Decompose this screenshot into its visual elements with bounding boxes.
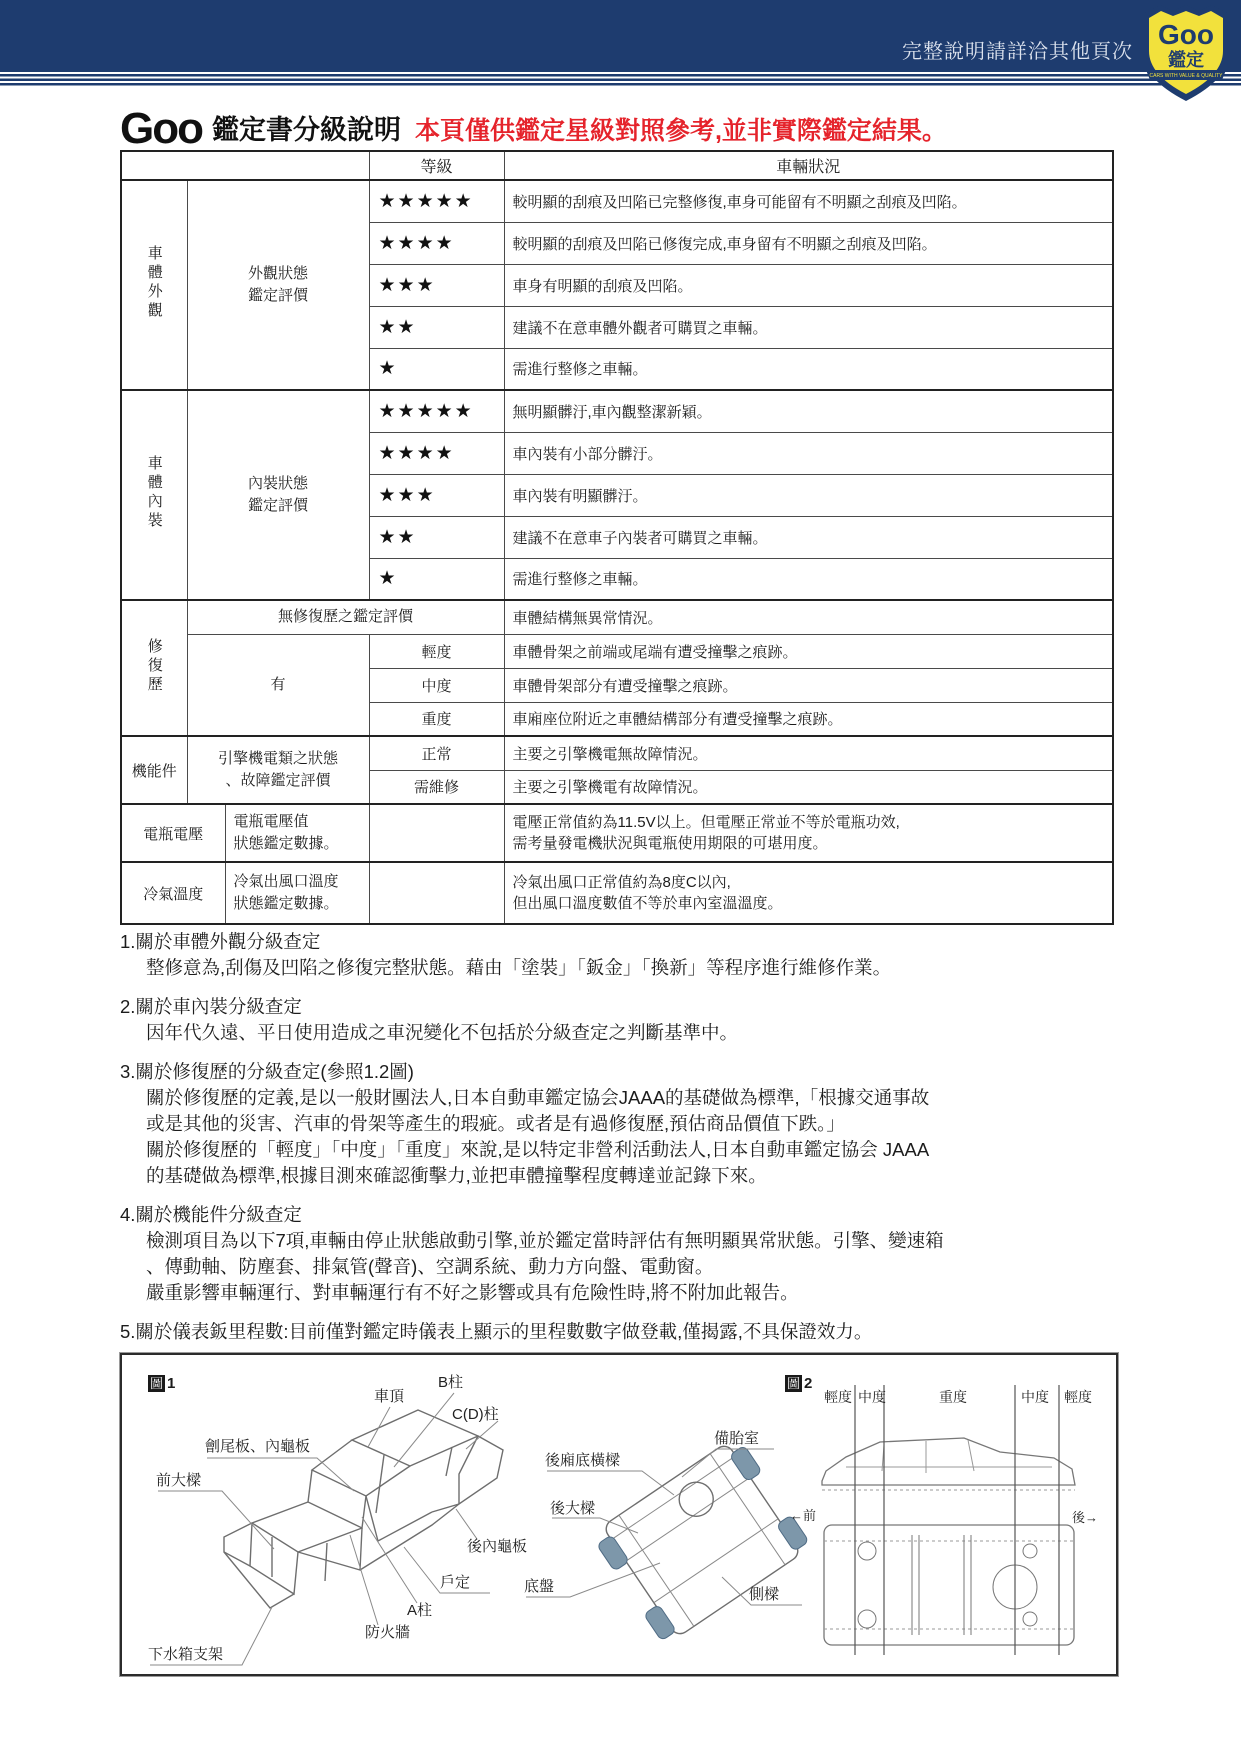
- category-ac: 冷氣出風口溫度 狀態鑑定數據。: [225, 862, 369, 924]
- table-row: [121, 600, 1113, 634]
- part-label-trunk-crossmember: 後廂底橫樑: [545, 1452, 621, 1469]
- zone-label-light2: 輕度: [1064, 1389, 1092, 1405]
- page-title-bar: [120, 104, 1130, 153]
- condition-text: 主要之引擎機電有故障情況。: [504, 770, 1113, 804]
- part-label-sill: 戶定: [440, 1574, 471, 1591]
- note-line: 檢測項目為以下7項,車輛由停止狀態啟動引擎,並於鑑定當時評估有無明顯異常狀態。引擎、變速箱: [146, 1230, 944, 1251]
- note-heading: 4.關於機能件分級查定: [120, 1204, 302, 1225]
- zone-label-light: 輕度: [824, 1389, 852, 1405]
- condition-text: 車內裝有明顯髒汙。: [504, 474, 1113, 516]
- table-row: [121, 862, 1113, 924]
- part-label-rear-apron: 後內龜板: [467, 1538, 528, 1555]
- rear-direction-arrow: 後→: [1072, 1510, 1099, 1525]
- condition-text: 較明顯的刮痕及凹陷已完整修復,車身可能留有不明顯之刮痕及凹陷。: [504, 180, 1113, 222]
- shield-badge-icon: [1138, 2, 1234, 104]
- table-row: [121, 390, 1113, 432]
- note-line: 嚴重影響車輛運行、對車輛運行有不好之影響或具有危險性時,將不附加此報告。: [146, 1282, 799, 1303]
- badge-ribbon-text: CARS WITH VALUE & QUALITY: [1149, 73, 1223, 79]
- condition-text: 車身有明顯的刮痕及凹陷。: [504, 264, 1113, 306]
- condition-text: 無明顯髒汙,車內觀整潔新穎。: [504, 390, 1113, 432]
- page-warning: 本頁僅供鑑定星級對照參考,並非實際鑑定結果。: [414, 117, 947, 145]
- car-underside-drawing: [590, 1435, 813, 1646]
- condition-text: 車體骨架之前端或尾端有遭受撞擊之痕跡。: [504, 634, 1113, 668]
- part-label-side-rail: 側樑: [749, 1586, 780, 1603]
- note-5: [120, 1319, 1130, 1345]
- note-heading: 2.關於車內裝分級查定: [120, 996, 302, 1017]
- zone-label-medium2: 中度: [1021, 1389, 1049, 1405]
- wheel: [597, 1535, 630, 1572]
- zone-label-medium: 中度: [858, 1389, 886, 1405]
- condition-text: 冷氣出風口正常值約為8度C以內, 但出風口溫度數值不等於車內室溫溫度。: [504, 862, 1113, 924]
- condition-text: 車體骨架部分有遭受撞擊之痕跡。: [504, 668, 1113, 702]
- part-label-tail-panel: 劊尾板、內龜板: [205, 1438, 311, 1455]
- badge-product-text: 鑑定: [1168, 50, 1204, 70]
- goo-logo-text: Goo: [120, 104, 202, 153]
- grade-stars: ★★★★★: [369, 390, 504, 432]
- note-line: 關於修復歷的定義,是以一般財團法人,日本自動車鑑定協会JAAA的基礎做為標準,「根據交通事故: [146, 1087, 930, 1108]
- note-3: [120, 1059, 1130, 1189]
- header-condition: 車輛狀況: [504, 151, 1113, 180]
- figure2-caption: 圖 2: [787, 1375, 813, 1392]
- front-direction-arrow: ←前: [790, 1508, 817, 1523]
- grade-label: 中度: [369, 668, 504, 702]
- note-line: 因年代久遠、平日使用造成之車況變化不包括於分級查定之判斷基準中。: [146, 1022, 739, 1043]
- fig1-leader-lines: [150, 1393, 498, 1665]
- part-label-spare-tire-well: 備胎室: [714, 1430, 760, 1447]
- grade-stars: ★★★★: [369, 222, 504, 264]
- condition-text: 車內裝有小部分髒汙。: [504, 432, 1113, 474]
- top-banner: [0, 0, 1241, 72]
- table-row: [121, 180, 1113, 222]
- zone-divider-lines: [855, 1385, 1059, 1655]
- category-exterior: 外觀狀態 鑑定評價: [187, 180, 369, 390]
- zone-label-heavy: 重度: [939, 1389, 967, 1405]
- condition-text: 建議不在意車體外觀者可購買之車輛。: [504, 306, 1113, 348]
- figures-box: [120, 1353, 1118, 1676]
- grade-stars: ★★: [369, 516, 504, 558]
- part-label-a-pillar: A柱: [407, 1602, 433, 1619]
- note-line: 整修意為,刮傷及凹陷之修復完整狀態。藉由「塗裝」「鈑金」「換新」等程序進行維修作業。: [146, 957, 892, 978]
- side-label-function: 機能件: [121, 736, 187, 804]
- repair-none-label: 無修復歷之鑑定評價: [187, 600, 504, 634]
- grade-label: 輕度: [369, 634, 504, 668]
- note-4: [120, 1202, 1130, 1306]
- grade-label: 需維修: [369, 770, 504, 804]
- condition-text: 需進行整修之車輛。: [504, 558, 1113, 600]
- condition-text: 電壓正常值約為11.5V以上。但電壓正常並不等於電瓶功效, 需考量發電機狀況與電瓶使用期限的可堪用度。: [504, 804, 1113, 862]
- note-line: 關於修復歷的「輕度」「中度」「重度」來說,是以特定非營利活動法人,日本自動車鑑定協会 JAAA: [146, 1139, 930, 1160]
- header-blank-cell: [121, 151, 369, 180]
- note-line: 或是其他的災害、汽車的骨架等產生的瑕疵。或者是有過修復歷,預估商品價值下跌。」: [146, 1113, 845, 1134]
- part-label-cd-pillar: C(D)柱: [452, 1406, 499, 1423]
- grade-stars: ★★: [369, 306, 504, 348]
- notes-section: [120, 929, 1130, 1358]
- grade-stars: ★★★: [369, 264, 504, 306]
- part-label-b-pillar: B柱: [438, 1374, 464, 1391]
- note-heading: 5.關於儀表鈑里程數:目前僅對鑑定時儀表上顯示的里程數數字做登載,僅揭露,不具保證效力。: [120, 1321, 873, 1342]
- page-title: 鑑定書分級說明: [211, 115, 401, 145]
- table-header-row: [121, 151, 1113, 180]
- side-label-exterior: 車體外觀: [121, 180, 187, 390]
- part-label-rear-rail: 後大樑: [550, 1500, 596, 1517]
- note-line: 的基礎做為標準,根據目測來確認衝擊力,並把車體撞擊程度轉達並記錄下來。: [146, 1165, 767, 1186]
- grade-label: 正常: [369, 736, 504, 770]
- banner-notice-text: 完整說明請詳洽其他頁次: [902, 41, 1133, 63]
- note-heading: 1.關於車體外觀分級查定: [120, 931, 321, 952]
- damage-zone-drawing: [822, 1385, 1075, 1655]
- banner-stripes: [0, 74, 1241, 86]
- condition-text: 車體結構無異常情況。: [504, 600, 1113, 634]
- grade-stars: ★: [369, 558, 504, 600]
- category-battery: 電瓶電壓值 狀態鑑定數據。: [225, 804, 369, 862]
- badge-brand-text: Goo: [1158, 19, 1214, 50]
- grading-table: [120, 150, 1114, 925]
- part-label-front-rail: 前大樑: [156, 1472, 202, 1489]
- condition-text: 較明顯的刮痕及凹陷已修復完成,車身留有不明顯之刮痕及凹陷。: [504, 222, 1113, 264]
- condition-text: 建議不在意車子內裝者可購買之車輛。: [504, 516, 1113, 558]
- header-grade: 等級: [369, 151, 504, 180]
- part-label-firewall: 防火牆: [365, 1624, 411, 1641]
- grade-stars: ★★★: [369, 474, 504, 516]
- condition-text: 車廂座位附近之車體結構部分有遭受撞擊之痕跡。: [504, 702, 1113, 736]
- figure1-caption: 圖 1: [150, 1375, 176, 1392]
- part-label-radiator-support: 下水箱支架: [148, 1646, 224, 1663]
- repair-has-label: 有: [187, 634, 369, 736]
- side-label-ac: 冷氣溫度: [121, 862, 225, 924]
- category-interior: 內裝狀態 鑑定評價: [187, 390, 369, 600]
- note-1: [120, 929, 1130, 981]
- condition-text: 主要之引擎機電無故障情況。: [504, 736, 1113, 770]
- condition-text: 需進行整修之車輛。: [504, 348, 1113, 390]
- grade-stars: ★: [369, 348, 504, 390]
- spare-tire: [673, 1476, 720, 1523]
- note-2: [120, 994, 1130, 1046]
- table-row: [121, 736, 1113, 770]
- part-label-roof: 車頂: [374, 1388, 405, 1405]
- table-row: [121, 634, 1113, 668]
- table-row: [121, 804, 1113, 862]
- wheel: [644, 1604, 677, 1641]
- category-function: 引擎機電類之狀態 、故障鑑定評價: [187, 736, 369, 804]
- grade-stars: ★★★★: [369, 432, 504, 474]
- goo-badge: [1138, 2, 1234, 104]
- wheel: [729, 1445, 762, 1482]
- grade-blank-cell: [369, 862, 504, 924]
- note-line: 、傳動軸、防塵套、排氣管(聲音)、空調系統、動力方向盤、電動窗。: [146, 1256, 714, 1277]
- side-label-interior: 車體內裝: [121, 390, 187, 600]
- grade-blank-cell: [369, 804, 504, 862]
- side-label-repair: 修復歷: [121, 600, 187, 736]
- grade-stars: ★★★★★: [369, 180, 504, 222]
- note-heading: 3.關於修復歷的分級查定(參照1.2圖): [120, 1061, 414, 1082]
- side-label-battery: 電瓶電壓: [121, 804, 225, 862]
- part-label-chassis: 底盤: [524, 1578, 555, 1595]
- grade-label: 重度: [369, 702, 504, 736]
